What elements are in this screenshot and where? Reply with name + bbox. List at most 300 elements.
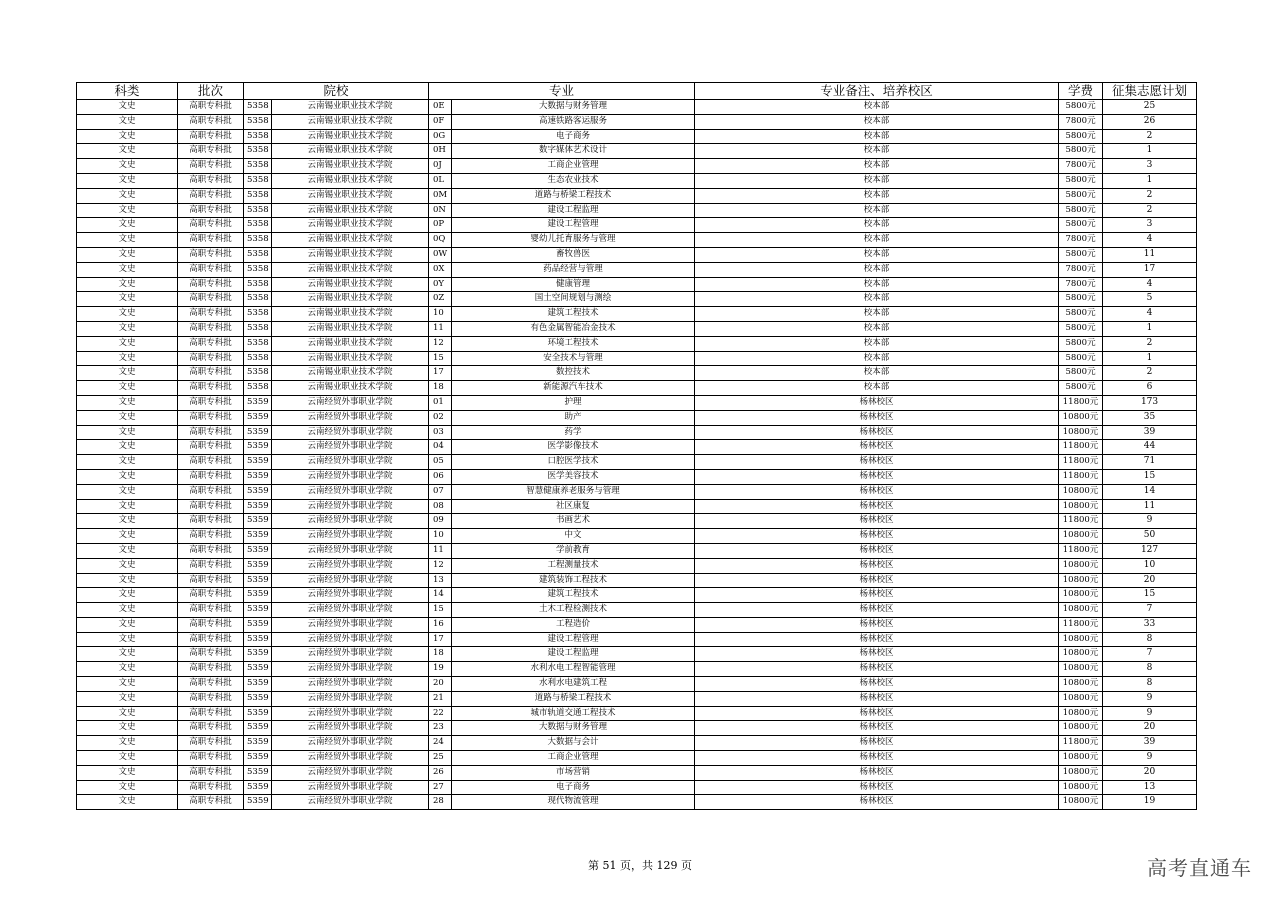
cell-school-name: 云南锡业职业技术学院 [272, 114, 429, 129]
cell-batch: 高职专科批 [178, 173, 244, 188]
cell-tuition: 10800元 [1059, 677, 1103, 692]
cell-major-name: 电子商务 [452, 129, 695, 144]
cell-campus-note: 校本部 [695, 218, 1059, 233]
cell-school-code: 5359 [244, 751, 272, 766]
cell-plan-count: 25 [1103, 100, 1197, 115]
cell-campus-note: 杨林校区 [695, 469, 1059, 484]
cell-plan-count: 5 [1103, 292, 1197, 307]
cell-subject: 文史 [77, 647, 178, 662]
admission-plan-table [76, 82, 1197, 810]
cell-tuition: 11800元 [1059, 736, 1103, 751]
cell-subject: 文史 [77, 129, 178, 144]
cell-school-name: 云南经贸外事职业学院 [272, 706, 429, 721]
cell-major-code: 16 [429, 617, 452, 632]
cell-tuition: 10800元 [1059, 632, 1103, 647]
cell-batch: 高职专科批 [178, 159, 244, 174]
cell-school-code: 5359 [244, 691, 272, 706]
cell-plan-count: 6 [1103, 381, 1197, 396]
cell-subject: 文史 [77, 144, 178, 159]
cell-campus-note: 校本部 [695, 159, 1059, 174]
cell-major-code: 10 [429, 307, 452, 322]
cell-major-name: 畜牧兽医 [452, 247, 695, 262]
table-row [77, 129, 1197, 144]
cell-batch: 高职专科批 [178, 247, 244, 262]
cell-major-name: 建筑工程技术 [452, 307, 695, 322]
cell-school-name: 云南锡业职业技术学院 [272, 351, 429, 366]
cell-subject: 文史 [77, 558, 178, 573]
cell-major-name: 建设工程监理 [452, 647, 695, 662]
cell-school-code: 5359 [244, 484, 272, 499]
cell-plan-count: 20 [1103, 573, 1197, 588]
cell-campus-note: 校本部 [695, 114, 1059, 129]
cell-tuition: 10800元 [1059, 751, 1103, 766]
table-row [77, 588, 1197, 603]
cell-major-code: 12 [429, 336, 452, 351]
cell-plan-count: 7 [1103, 603, 1197, 618]
cell-major-code: 22 [429, 706, 452, 721]
header-batch: 批次 [178, 83, 244, 100]
cell-school-name: 云南经贸外事职业学院 [272, 514, 429, 529]
table-row [77, 425, 1197, 440]
cell-subject: 文史 [77, 603, 178, 618]
cell-tuition: 11800元 [1059, 617, 1103, 632]
cell-batch: 高职专科批 [178, 292, 244, 307]
cell-school-name: 云南经贸外事职业学院 [272, 603, 429, 618]
cell-plan-count: 9 [1103, 514, 1197, 529]
cell-batch: 高职专科批 [178, 188, 244, 203]
cell-tuition: 10800元 [1059, 647, 1103, 662]
cell-batch: 高职专科批 [178, 381, 244, 396]
cell-major-name: 婴幼儿托育服务与管理 [452, 233, 695, 248]
cell-school-name: 云南锡业职业技术学院 [272, 100, 429, 115]
cell-tuition: 11800元 [1059, 543, 1103, 558]
cell-major-code: 21 [429, 691, 452, 706]
cell-major-code: 10 [429, 529, 452, 544]
cell-major-name: 口腔医学技术 [452, 455, 695, 470]
cell-batch: 高职专科批 [178, 677, 244, 692]
cell-subject: 文史 [77, 159, 178, 174]
table-row [77, 455, 1197, 470]
table-row [77, 543, 1197, 558]
cell-subject: 文史 [77, 721, 178, 736]
cell-major-name: 建设工程管理 [452, 218, 695, 233]
cell-school-code: 5358 [244, 100, 272, 115]
cell-major-code: 04 [429, 440, 452, 455]
cell-batch: 高职专科批 [178, 307, 244, 322]
cell-campus-note: 杨林校区 [695, 662, 1059, 677]
table-row [77, 469, 1197, 484]
cell-batch: 高职专科批 [178, 543, 244, 558]
cell-batch: 高职专科批 [178, 691, 244, 706]
header-major: 专业 [429, 83, 695, 100]
cell-tuition: 10800元 [1059, 603, 1103, 618]
cell-subject: 文史 [77, 795, 178, 810]
cell-major-name: 数字媒体艺术设计 [452, 144, 695, 159]
cell-campus-note: 杨林校区 [695, 706, 1059, 721]
cell-school-code: 5359 [244, 440, 272, 455]
cell-school-name: 云南经贸外事职业学院 [272, 647, 429, 662]
cell-batch: 高职专科批 [178, 662, 244, 677]
table-row [77, 366, 1197, 381]
cell-major-code: 03 [429, 425, 452, 440]
cell-school-code: 5359 [244, 514, 272, 529]
cell-plan-count: 1 [1103, 173, 1197, 188]
cell-campus-note: 杨林校区 [695, 751, 1059, 766]
cell-tuition: 10800元 [1059, 795, 1103, 810]
cell-tuition: 5800元 [1059, 173, 1103, 188]
cell-major-code: 11 [429, 543, 452, 558]
table-row [77, 218, 1197, 233]
cell-major-name: 药品经营与管理 [452, 262, 695, 277]
cell-school-name: 云南锡业职业技术学院 [272, 277, 429, 292]
cell-subject: 文史 [77, 440, 178, 455]
cell-tuition: 7800元 [1059, 114, 1103, 129]
cell-school-code: 5358 [244, 203, 272, 218]
cell-batch: 高职专科批 [178, 469, 244, 484]
cell-plan-count: 14 [1103, 484, 1197, 499]
cell-major-name: 道路与桥梁工程技术 [452, 691, 695, 706]
cell-campus-note: 杨林校区 [695, 484, 1059, 499]
table-row [77, 336, 1197, 351]
cell-school-name: 云南经贸外事职业学院 [272, 617, 429, 632]
table-row [77, 173, 1197, 188]
cell-plan-count: 8 [1103, 677, 1197, 692]
cell-tuition: 11800元 [1059, 455, 1103, 470]
cell-major-name: 现代物流管理 [452, 795, 695, 810]
cell-major-code: 0Q [429, 233, 452, 248]
table-row [77, 262, 1197, 277]
cell-tuition: 10800元 [1059, 529, 1103, 544]
cell-school-name: 云南锡业职业技术学院 [272, 321, 429, 336]
cell-batch: 高职专科批 [178, 262, 244, 277]
cell-campus-note: 杨林校区 [695, 543, 1059, 558]
cell-tuition: 10800元 [1059, 484, 1103, 499]
cell-major-name: 国土空间规划与测绘 [452, 292, 695, 307]
cell-plan-count: 173 [1103, 395, 1197, 410]
cell-campus-note: 杨林校区 [695, 410, 1059, 425]
cell-plan-count: 26 [1103, 114, 1197, 129]
cell-school-code: 5358 [244, 351, 272, 366]
cell-major-code: 18 [429, 381, 452, 396]
cell-tuition: 5800元 [1059, 336, 1103, 351]
cell-campus-note: 校本部 [695, 292, 1059, 307]
cell-major-code: 05 [429, 455, 452, 470]
cell-tuition: 7800元 [1059, 233, 1103, 248]
cell-campus-note: 杨林校区 [695, 677, 1059, 692]
cell-subject: 文史 [77, 573, 178, 588]
table-row [77, 292, 1197, 307]
cell-batch: 高职专科批 [178, 144, 244, 159]
cell-major-code: 0P [429, 218, 452, 233]
cell-school-code: 5358 [244, 277, 272, 292]
cell-major-name: 大数据与会计 [452, 736, 695, 751]
cell-school-code: 5359 [244, 706, 272, 721]
table-row [77, 617, 1197, 632]
cell-tuition: 10800元 [1059, 573, 1103, 588]
cell-major-name: 数控技术 [452, 366, 695, 381]
cell-batch: 高职专科批 [178, 410, 244, 425]
cell-campus-note: 校本部 [695, 100, 1059, 115]
cell-school-code: 5359 [244, 677, 272, 692]
cell-plan-count: 2 [1103, 366, 1197, 381]
cell-major-name: 健康管理 [452, 277, 695, 292]
cell-school-code: 5359 [244, 736, 272, 751]
cell-plan-count: 11 [1103, 247, 1197, 262]
cell-tuition: 5800元 [1059, 218, 1103, 233]
cell-plan-count: 39 [1103, 425, 1197, 440]
cell-plan-count: 33 [1103, 617, 1197, 632]
cell-campus-note: 杨林校区 [695, 588, 1059, 603]
cell-subject: 文史 [77, 588, 178, 603]
cell-school-name: 云南锡业职业技术学院 [272, 233, 429, 248]
cell-school-code: 5358 [244, 114, 272, 129]
cell-campus-note: 杨林校区 [695, 603, 1059, 618]
cell-major-code: 09 [429, 514, 452, 529]
table-row [77, 603, 1197, 618]
cell-subject: 文史 [77, 751, 178, 766]
table-row [77, 751, 1197, 766]
cell-subject: 文史 [77, 351, 178, 366]
cell-tuition: 10800元 [1059, 558, 1103, 573]
cell-major-code: 0M [429, 188, 452, 203]
cell-major-code: 0Z [429, 292, 452, 307]
table-row [77, 691, 1197, 706]
cell-major-name: 学前教育 [452, 543, 695, 558]
cell-major-code: 0H [429, 144, 452, 159]
table-row [77, 706, 1197, 721]
table-row [77, 203, 1197, 218]
cell-subject: 文史 [77, 484, 178, 499]
cell-subject: 文史 [77, 233, 178, 248]
cell-campus-note: 校本部 [695, 203, 1059, 218]
page-number: 第 51 页，共 129 页 [588, 859, 692, 872]
cell-school-name: 云南经贸外事职业学院 [272, 469, 429, 484]
table-row [77, 100, 1197, 115]
cell-school-name: 云南经贸外事职业学院 [272, 632, 429, 647]
cell-batch: 高职专科批 [178, 706, 244, 721]
cell-major-code: 0Y [429, 277, 452, 292]
cell-campus-note: 校本部 [695, 129, 1059, 144]
cell-school-code: 5359 [244, 573, 272, 588]
cell-campus-note: 杨林校区 [695, 736, 1059, 751]
cell-subject: 文史 [77, 114, 178, 129]
cell-school-name: 云南经贸外事职业学院 [272, 795, 429, 810]
cell-school-code: 5359 [244, 721, 272, 736]
cell-tuition: 10800元 [1059, 706, 1103, 721]
cell-subject: 文史 [77, 292, 178, 307]
cell-tuition: 5800元 [1059, 381, 1103, 396]
cell-subject: 文史 [77, 188, 178, 203]
cell-school-name: 云南经贸外事职业学院 [272, 691, 429, 706]
table-row [77, 721, 1197, 736]
cell-subject: 文史 [77, 529, 178, 544]
cell-school-code: 5359 [244, 455, 272, 470]
cell-school-name: 云南经贸外事职业学院 [272, 721, 429, 736]
cell-campus-note: 校本部 [695, 381, 1059, 396]
cell-campus-note: 杨林校区 [695, 573, 1059, 588]
cell-campus-note: 杨林校区 [695, 721, 1059, 736]
cell-school-name: 云南经贸外事职业学院 [272, 484, 429, 499]
cell-school-code: 5358 [244, 292, 272, 307]
cell-school-name: 云南经贸外事职业学院 [272, 751, 429, 766]
cell-batch: 高职专科批 [178, 484, 244, 499]
cell-major-code: 25 [429, 751, 452, 766]
cell-major-name: 建设工程监理 [452, 203, 695, 218]
cell-batch: 高职专科批 [178, 395, 244, 410]
cell-school-name: 云南锡业职业技术学院 [272, 203, 429, 218]
cell-subject: 文史 [77, 173, 178, 188]
cell-school-name: 云南经贸外事职业学院 [272, 425, 429, 440]
cell-school-name: 云南经贸外事职业学院 [272, 395, 429, 410]
cell-batch: 高职专科批 [178, 440, 244, 455]
cell-major-code: 19 [429, 662, 452, 677]
cell-school-code: 5358 [244, 366, 272, 381]
cell-subject: 文史 [77, 307, 178, 322]
cell-major-name: 大数据与财务管理 [452, 721, 695, 736]
cell-major-code: 24 [429, 736, 452, 751]
cell-major-name: 建筑装饰工程技术 [452, 573, 695, 588]
cell-school-code: 5359 [244, 617, 272, 632]
cell-school-code: 5359 [244, 425, 272, 440]
cell-plan-count: 4 [1103, 277, 1197, 292]
cell-school-name: 云南锡业职业技术学院 [272, 381, 429, 396]
cell-school-code: 5359 [244, 662, 272, 677]
header-fee: 学费 [1059, 83, 1103, 100]
cell-major-name: 工商企业管理 [452, 159, 695, 174]
cell-subject: 文史 [77, 706, 178, 721]
cell-major-name: 水利水电建筑工程 [452, 677, 695, 692]
cell-tuition: 10800元 [1059, 499, 1103, 514]
cell-plan-count: 2 [1103, 336, 1197, 351]
cell-tuition: 5800元 [1059, 307, 1103, 322]
cell-batch: 高职专科批 [178, 573, 244, 588]
cell-batch: 高职专科批 [178, 203, 244, 218]
cell-school-code: 5359 [244, 558, 272, 573]
cell-tuition: 7800元 [1059, 159, 1103, 174]
cell-school-code: 5358 [244, 218, 272, 233]
cell-major-code: 12 [429, 558, 452, 573]
cell-school-code: 5358 [244, 262, 272, 277]
cell-school-code: 5358 [244, 129, 272, 144]
cell-batch: 高职专科批 [178, 795, 244, 810]
cell-school-name: 云南锡业职业技术学院 [272, 144, 429, 159]
cell-campus-note: 校本部 [695, 277, 1059, 292]
cell-subject: 文史 [77, 395, 178, 410]
cell-subject: 文史 [77, 218, 178, 233]
cell-batch: 高职专科批 [178, 736, 244, 751]
cell-major-name: 社区康复 [452, 499, 695, 514]
cell-plan-count: 15 [1103, 588, 1197, 603]
cell-major-code: 0L [429, 173, 452, 188]
cell-subject: 文史 [77, 514, 178, 529]
table-body [77, 100, 1197, 810]
table-row [77, 558, 1197, 573]
cell-batch: 高职专科批 [178, 336, 244, 351]
cell-school-name: 云南经贸外事职业学院 [272, 573, 429, 588]
table-row [77, 514, 1197, 529]
cell-major-name: 安全技术与管理 [452, 351, 695, 366]
cell-school-name: 云南经贸外事职业学院 [272, 662, 429, 677]
cell-subject: 文史 [77, 662, 178, 677]
cell-subject: 文史 [77, 425, 178, 440]
cell-subject: 文史 [77, 262, 178, 277]
cell-campus-note: 杨林校区 [695, 780, 1059, 795]
cell-plan-count: 4 [1103, 233, 1197, 248]
cell-batch: 高职专科批 [178, 277, 244, 292]
cell-major-name: 中文 [452, 529, 695, 544]
cell-school-name: 云南经贸外事职业学院 [272, 780, 429, 795]
cell-school-code: 5359 [244, 603, 272, 618]
cell-batch: 高职专科批 [178, 366, 244, 381]
cell-plan-count: 1 [1103, 351, 1197, 366]
cell-subject: 文史 [77, 765, 178, 780]
cell-school-code: 5359 [244, 469, 272, 484]
cell-plan-count: 2 [1103, 129, 1197, 144]
header-subject: 科类 [77, 83, 178, 100]
table-row [77, 662, 1197, 677]
table-row [77, 677, 1197, 692]
table-row [77, 233, 1197, 248]
cell-school-name: 云南经贸外事职业学院 [272, 529, 429, 544]
cell-school-name: 云南锡业职业技术学院 [272, 292, 429, 307]
cell-tuition: 10800元 [1059, 780, 1103, 795]
cell-tuition: 7800元 [1059, 277, 1103, 292]
table-row [77, 321, 1197, 336]
cell-tuition: 11800元 [1059, 440, 1103, 455]
cell-tuition: 11800元 [1059, 514, 1103, 529]
cell-school-code: 5359 [244, 499, 272, 514]
cell-batch: 高职专科批 [178, 529, 244, 544]
watermark-logo-text: 高考直通车 [1147, 856, 1252, 880]
cell-batch: 高职专科批 [178, 114, 244, 129]
cell-major-name: 建设工程管理 [452, 632, 695, 647]
cell-school-code: 5358 [244, 336, 272, 351]
cell-campus-note: 校本部 [695, 336, 1059, 351]
cell-school-name: 云南经贸外事职业学院 [272, 440, 429, 455]
cell-tuition: 5800元 [1059, 247, 1103, 262]
cell-major-name: 道路与桥梁工程技术 [452, 188, 695, 203]
cell-major-code: 27 [429, 780, 452, 795]
cell-major-code: 18 [429, 647, 452, 662]
cell-plan-count: 10 [1103, 558, 1197, 573]
cell-major-name: 书画艺术 [452, 514, 695, 529]
cell-subject: 文史 [77, 247, 178, 262]
cell-subject: 文史 [77, 632, 178, 647]
cell-major-code: 07 [429, 484, 452, 499]
cell-campus-note: 校本部 [695, 351, 1059, 366]
cell-batch: 高职专科批 [178, 721, 244, 736]
table-row [77, 499, 1197, 514]
cell-major-name: 药学 [452, 425, 695, 440]
cell-school-name: 云南锡业职业技术学院 [272, 129, 429, 144]
cell-batch: 高职专科批 [178, 603, 244, 618]
cell-campus-note: 校本部 [695, 188, 1059, 203]
cell-school-code: 5359 [244, 765, 272, 780]
cell-subject: 文史 [77, 736, 178, 751]
cell-batch: 高职专科批 [178, 129, 244, 144]
cell-batch: 高职专科批 [178, 558, 244, 573]
cell-subject: 文史 [77, 336, 178, 351]
cell-subject: 文史 [77, 321, 178, 336]
cell-campus-note: 校本部 [695, 233, 1059, 248]
cell-subject: 文史 [77, 617, 178, 632]
cell-campus-note: 杨林校区 [695, 691, 1059, 706]
table-row [77, 381, 1197, 396]
cell-tuition: 10800元 [1059, 662, 1103, 677]
table-row [77, 736, 1197, 751]
cell-major-name: 建筑工程技术 [452, 588, 695, 603]
cell-campus-note: 校本部 [695, 366, 1059, 381]
